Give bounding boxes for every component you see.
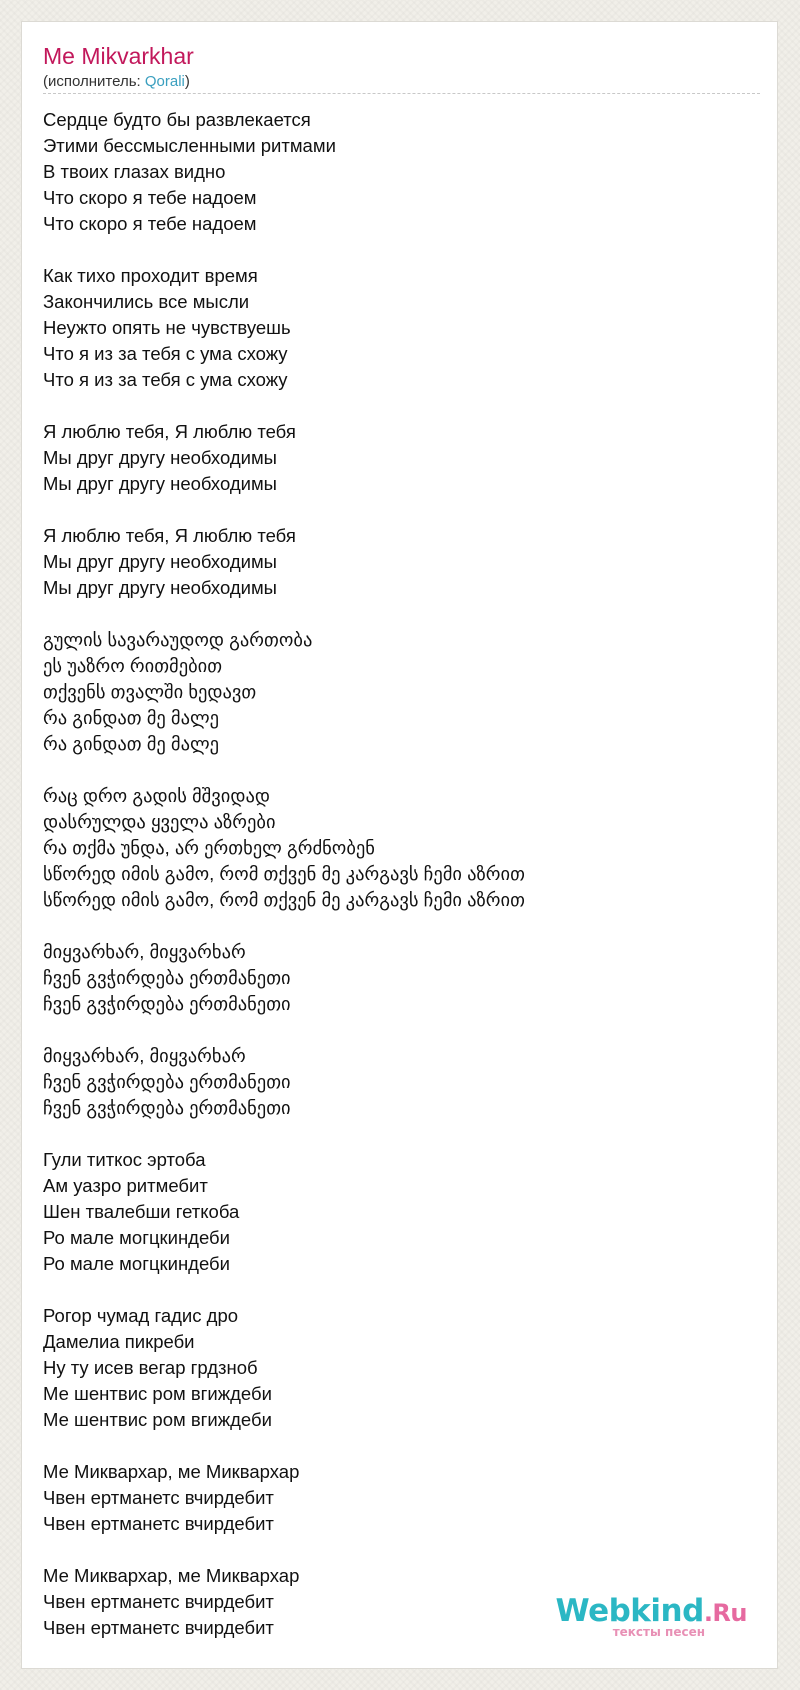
artist-prefix: (исполнитель: xyxy=(43,73,145,90)
lyrics-stanza xyxy=(43,1043,760,1121)
lyrics-line: Что скоро я тебе надоем xyxy=(43,213,257,234)
lyrics-stanza xyxy=(43,1147,760,1277)
lyrics-line: რა გინდათ მე მალე xyxy=(43,707,220,728)
lyrics-stanza xyxy=(43,783,760,913)
lyrics-line: Ме Миквархар, ме Миквархар xyxy=(43,1461,300,1482)
artist-line xyxy=(43,73,190,91)
lyrics-line: Чвен ертманетс вчирдебит xyxy=(43,1487,274,1508)
lyrics-line: Закончились все мысли xyxy=(43,291,250,312)
site-logo[interactable] xyxy=(547,1594,747,1638)
lyrics-line: Ме шентвис ром вгиждеби xyxy=(43,1383,272,1404)
lyrics-stanza xyxy=(43,627,760,757)
lyrics-line: ჩვენ გვჭირდება ერთმანეთი xyxy=(43,993,291,1014)
lyrics-line: Мы друг другу необходимы xyxy=(43,577,277,598)
lyrics-line: Мы друг другу необходимы xyxy=(43,473,277,494)
lyrics-line: Дамелиа пикреби xyxy=(43,1331,195,1352)
lyrics-stanza xyxy=(43,263,760,393)
lyrics-stanza xyxy=(43,419,760,497)
artist-link[interactable]: Qorali xyxy=(144,73,185,90)
lyrics-line: Ро мале могцкиндеби xyxy=(43,1253,230,1274)
lyrics-line: რაც დრო გადის მშვიდად xyxy=(43,785,270,806)
lyrics-line: მიყვარხარ, მიყვარხარ xyxy=(43,941,246,962)
lyrics-line: Этими бессмысленными ритмами xyxy=(43,135,336,156)
lyrics-line: Что скоро я тебе надоем xyxy=(43,187,257,208)
lyrics-line: სწორედ იმის გამო, რომ თქვენ მე კარგავს ჩემი აზრით xyxy=(43,863,525,884)
lyrics-stanza xyxy=(43,1459,760,1537)
lyrics-line: Что я из за тебя с ума схожу xyxy=(43,369,288,390)
lyrics-line: Рогор чумад гадис дро xyxy=(43,1305,239,1326)
lyrics-stanza xyxy=(43,939,760,1017)
lyrics-line: სწორედ იმის გამო, რომ თქვენ მე კარგავს ჩემი აზრით xyxy=(43,889,525,910)
lyrics-stanza xyxy=(43,523,760,601)
title-divider xyxy=(43,93,760,94)
lyrics-line: Как тихо проходит время xyxy=(43,265,258,286)
lyrics-line: Неужто опять не чувствуешь xyxy=(43,317,291,338)
lyrics-line: ჩვენ გვჭირდება ერთმანეთი xyxy=(43,1097,291,1118)
lyrics-line: Я люблю тебя, Я люблю тебя xyxy=(43,421,296,442)
lyrics-line: Ме Миквархар, ме Миквархар xyxy=(43,1565,300,1586)
logo-tagline: тексты песен xyxy=(612,1625,705,1639)
logo-main-text: Webkind xyxy=(555,1593,704,1629)
lyrics-line: Мы друг другу необходимы xyxy=(43,447,277,468)
lyrics-line: Ро мале могцкиндеби xyxy=(43,1227,230,1248)
lyrics-line: გულის სავარაუდოდ გართობა xyxy=(43,629,313,650)
lyrics-line: ჩვენ გვჭირდება ერთმანეთი xyxy=(43,967,291,988)
lyrics-line: Чвен ертманетс вчирдебит xyxy=(43,1617,274,1638)
lyrics-stanza xyxy=(43,1303,760,1433)
lyrics-line: Гули титкос эртоба xyxy=(43,1149,206,1170)
lyrics-line: В твоих глазах видно xyxy=(43,161,226,182)
lyrics-line: მიყვარხარ, მიყვარხარ xyxy=(43,1045,246,1066)
lyrics-stanza xyxy=(43,107,760,237)
lyrics-line: დასრულდა ყველა აზრები xyxy=(43,811,276,832)
lyrics-card xyxy=(21,21,778,1669)
lyrics-line: Ам уазро ритмебит xyxy=(43,1175,208,1196)
logo-tld: .Ru xyxy=(703,1599,747,1627)
lyrics-line: Ме шентвис ром вгиждеби xyxy=(43,1409,272,1430)
lyrics-body xyxy=(43,107,760,1667)
lyrics-line: რა გინდათ მე მალე xyxy=(43,733,220,754)
lyrics-line: რა თქმა უნდა, არ ერთხელ გრძნობენ xyxy=(43,837,375,858)
lyrics-line: თქვენს თვალში ხედავთ xyxy=(43,681,257,702)
lyrics-line: Шен твалебши геткоба xyxy=(43,1201,240,1222)
song-title: Me Mikvarkhar xyxy=(43,43,194,69)
lyrics-line: Чвен ертманетс вчирдебит xyxy=(43,1591,274,1612)
lyrics-line: ჩვენ გვჭირდება ერთმანეთი xyxy=(43,1071,291,1092)
artist-suffix: ) xyxy=(184,73,190,90)
lyrics-line: Ну ту исев вегар грдзноб xyxy=(43,1357,258,1378)
lyrics-line: Мы друг другу необходимы xyxy=(43,551,277,572)
lyrics-line: ეს უაზრო რითმებით xyxy=(43,655,223,676)
lyrics-line: Сердце будто бы развлекается xyxy=(43,109,311,130)
lyrics-line: Я люблю тебя, Я люблю тебя xyxy=(43,525,296,546)
lyrics-line: Чвен ертманетс вчирдебит xyxy=(43,1513,274,1534)
lyrics-line: Что я из за тебя с ума схожу xyxy=(43,343,288,364)
